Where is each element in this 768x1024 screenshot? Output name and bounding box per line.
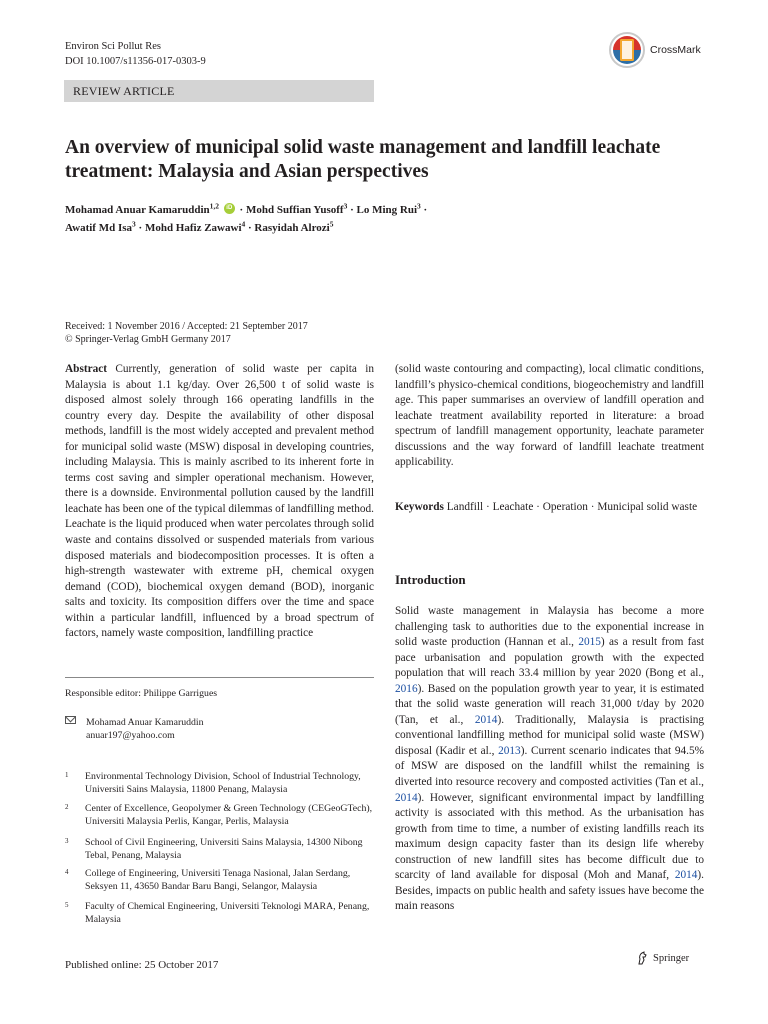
affiliation-text: College of Engineering, Universiti Tenaga Nasional, Jalan Serdang, Seksyen 11, 43650 Bandar Baru Bangi, Selangor, Malaysia [85,868,351,892]
published-online: Published online: 25 October 2017 [65,959,219,971]
author-affiliation-marker: 3 [417,201,421,211]
affiliation-number: 4 [65,868,69,876]
introduction-heading: Introduction [395,572,466,587]
author-affiliation-marker: 3 [132,219,136,229]
citation-link[interactable]: 2013 [498,744,521,757]
article-type-banner: REVIEW ARTICLE [64,80,374,102]
introduction-body [395,604,704,915]
journal-name: Environ Sci Pollut Res [65,41,161,52]
affiliation-text: Environmental Technology Division, School of Industrial Technology, Universiti Sains Malaysia, 11800 Penang, Malaysia [85,771,361,795]
abstract-column-2: (solid waste contouring and compacting), local climatic conditions, landfill’s physico-chemical conditions, biogeochemistry and landfill age. This paper summarises an overview of landfill operation and leachate treatment availability reported in literature: a broad spectrum of landfill management opportunity, leachate parameter discussions and the way forward of landfill leachate treatment applicability. [395,363,704,469]
publisher-name: Springer [653,952,690,964]
affiliation-number: 3 [65,837,69,845]
received-accepted-dates: Received: 1 November 2016 / Accepted: 21 September 2017 [65,321,308,332]
abstract-column-1 [65,362,374,642]
keywords [395,500,704,516]
introduction-text: ) as a result from fast pace urbanisation and population growth with the expected population that will reach 33.4 million by year 2020 (Bong et al., [395,636,704,680]
citation-link[interactable]: 2014 [474,713,498,726]
author-affiliation-marker: 5 [329,219,334,229]
author-separator: · [347,204,357,216]
affiliation-2 [65,802,374,830]
orcid-icon[interactable]: iD [224,203,235,214]
citation-link[interactable]: 2014 [395,791,418,804]
affiliation-5 [65,900,374,928]
contact-name: Mohamad Anuar Kamaruddin [86,717,204,728]
affiliation-text: Center of Excellence, Geopolymer & Green Technology (CEGeoGTech), Universiti Malaysia Perlis, Kangar, Perlis, Malaysia [85,803,373,827]
author-name[interactable]: Lo Ming Rui [356,204,418,216]
crossmark-label: CrossMark [650,44,701,56]
introduction-text: ). However, significant environmental impact by landfilling activity is associated with this method. As the urbanisation has growth from time to time, a number of existing landfills reach its maximum design capacity faster than its design life whereby construction of new landfill sites has become difficult due to scarcity of land available for disposal (Moh and Manaf, [395,791,704,882]
author-separator: · [135,222,145,234]
author-name[interactable]: Awatif Md Isa [65,222,133,234]
keywords-text: Landfill · Leachate · Operation · Municipal solid waste [446,501,698,513]
doi[interactable]: DOI 10.1007/s11356-017-0303-9 [65,56,206,67]
crossmark-icon [608,31,646,69]
responsible-editor: Responsible editor: Philippe Garrigues [65,688,218,699]
affiliation-3 [65,836,374,864]
corresponding-author [65,716,374,744]
introduction-text: ). Traditionally, Malaysia is practising conventional landfilling method for municipal solid waste (MSW) disposal (Kadir et al., [395,713,705,757]
keywords-label: Keywords [395,501,444,513]
abstract-text-1: Currently, generation of solid waste per capita in Malaysia is about 1.1 kg/day. Over 26,500 t of solid waste is disposed almost solely through 166 operating landfills in the country every day. Despite the availability of other disposal methods, landfill is the most widely accepted and prevalent method for municipal solid waste (MSW) disposal in developing countries, including Malaysia. This is mainly ascribed to its inherent forte in terms cost saving and simpler operational mechanism. However, there is a downside. Environmental pollution caused by the landfill leachate has been one of the typical dilemmas of landfilling method. Leachate is the liquid produced when water percolates through solid waste and contains dissolved or suspended materials from various disposed materials and biodecomposition processes. It is often a high-strength wastewater with extreme pH, chemical oxygen demand (COD), biochemical oxygen demand (BOD), inorganic salts and toxicity. Its composition differs over the time and space within a particular landfill, influenced by a broad spectrum of factors, namely waste composition, landfilling practice [65,363,374,640]
author-separator: · [245,222,255,234]
affiliation-text: Faculty of Chemical Engineering, Universiti Teknologi MARA, Penang, Malaysia [85,901,370,925]
author-separator: · [236,204,246,216]
author-separator: · [420,204,428,216]
author-name[interactable]: Rasyidah Alrozi [254,222,330,234]
author-affiliation-marker: 3 [343,201,348,211]
contact-email[interactable]: anuar197@yahoo.com [86,730,175,741]
author-affiliation-marker: 4 [241,219,246,229]
footnote-divider [65,677,374,678]
citation-link[interactable]: 2014 [674,869,698,882]
author-name[interactable]: Mohd Suffian Yusoff [245,204,344,216]
publisher-logo [636,951,689,965]
author-name[interactable]: Mohamad Anuar Kamaruddin [65,204,210,216]
envelope-icon [65,716,76,724]
affiliation-4 [65,867,374,895]
citation-link[interactable]: 2016 [395,682,418,695]
copyright-line: © Springer-Verlag GmbH Germany 2017 [65,334,231,345]
affiliation-text: School of Civil Engineering, Universiti Sains Malaysia, 14300 Nibong Tebal, Penang, Malaysia [85,837,363,861]
abstract-label: Abstract [65,363,108,375]
affiliation-number: 5 [65,901,69,909]
affiliation-number: 1 [65,771,69,779]
article-title: An overview of municipal solid waste management and landfill leachate treatment: Malaysia and Asian perspectives [65,137,661,182]
affiliation-number: 2 [65,803,69,811]
introduction-text: ). Current scenario indicates that 94.5% of MSW are disposed on the landfill whilst the remaining is diverted into resource recovery and composted activities (Tan et al., [395,744,705,789]
crossmark-badge[interactable] [608,30,718,70]
springer-horse-icon [636,951,650,965]
introduction-text: ). Based on the population growth year to year, it is estimated that the solid waste generation will reach 31,000 t/day by 2020 (Tan, et al., [395,682,704,726]
affiliation-1 [65,770,374,798]
introduction-text: ). Besides, impacts on public health and safety issues have become the main reasons [395,869,705,913]
introduction-text: Solid waste management in Malaysia has become a more challenging task to authorities due to the exponential increase in solid waste production (Hannan et al., [395,605,704,649]
citation-link[interactable]: 2015 [578,636,601,649]
authors-line-1 [65,201,705,219]
authors-line-2 [65,219,705,237]
author-affiliation-marker: 1,2 [209,201,220,211]
author-name[interactable]: Mohd Hafiz Zawawi [144,222,242,234]
